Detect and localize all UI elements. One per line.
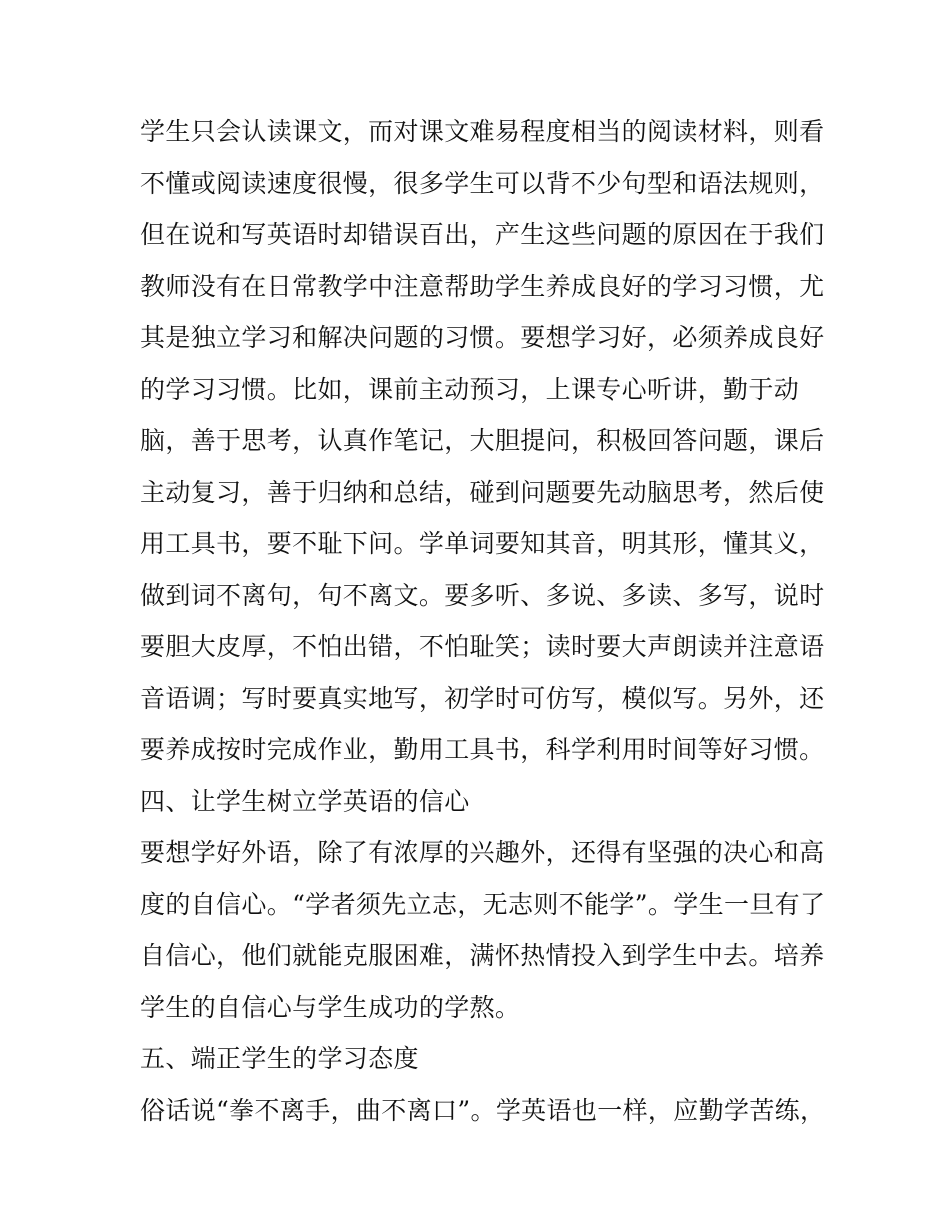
text-line: 用工具书，要不耻下问。学单词要知其音，明其形，懂其义， [140, 529, 825, 558]
text-line: 要胆大皮厚，不怕出错，不怕耻笑；读时要大声朗读并注意语 [140, 632, 825, 661]
section-heading: 五、端正学生的学习态度 [140, 1044, 419, 1073]
text-line: 学生只会认读课文，而对课文难易程度相当的阅读材料，则看 [140, 117, 825, 146]
text-line: 脑，善于思考，认真作笔记，大胆提问，积极回答问题，课后 [140, 426, 825, 455]
text-line: 要养成按时完成作业，勤用工具书，科学利用时间等好习惯。 [140, 735, 825, 764]
section-heading: 四、让学生树立学英语的信心 [140, 786, 470, 816]
text-line: 不懂或阅读速度很慢，很多学生可以背不少句型和语法规则， [140, 168, 825, 198]
body-text [140, 106, 826, 1136]
text-line: 音语调；写时要真实地写，初学时可仿写，模似写。另外，还 [140, 683, 825, 713]
text-line: 的学习习惯。比如，课前主动预习，上课专心听讲，勤于动 [140, 374, 800, 404]
text-line: 但在说和写英语时却错误百出，产生这些问题的原因在于我们 [140, 220, 825, 249]
text-line: 主动复习，善于归纳和总结，碰到问题要先动脑思考，然后使 [140, 477, 825, 507]
text-line: 要想学好外语，除了有浓厚的兴趣外，还得有坚强的决心和高 [140, 838, 825, 867]
text-line: 学生的自信心与学生成功的学熬。 [140, 992, 521, 1022]
text-line: 其是独立学习和解决问题的习惯。要想学习好，必须养成良好 [140, 323, 825, 352]
text-line: 俗话说“拳不离手，曲不离口”。学英语也一样，应勤学苦练， [140, 1095, 826, 1125]
text-line: 自信心，他们就能克服困难，满怀热情投入到学生中去。培养 [140, 941, 825, 970]
text-line: 教师没有在日常教学中注意帮助学生养成良好的学习习惯，尤 [140, 271, 825, 301]
text-line: 度的自信心。“学者须先立志，无志则不能学”。学生一旦有了 [140, 889, 826, 919]
text-line: 做到词不离句，句不离文。要多听、多说、多读、多写，说时 [140, 580, 825, 610]
